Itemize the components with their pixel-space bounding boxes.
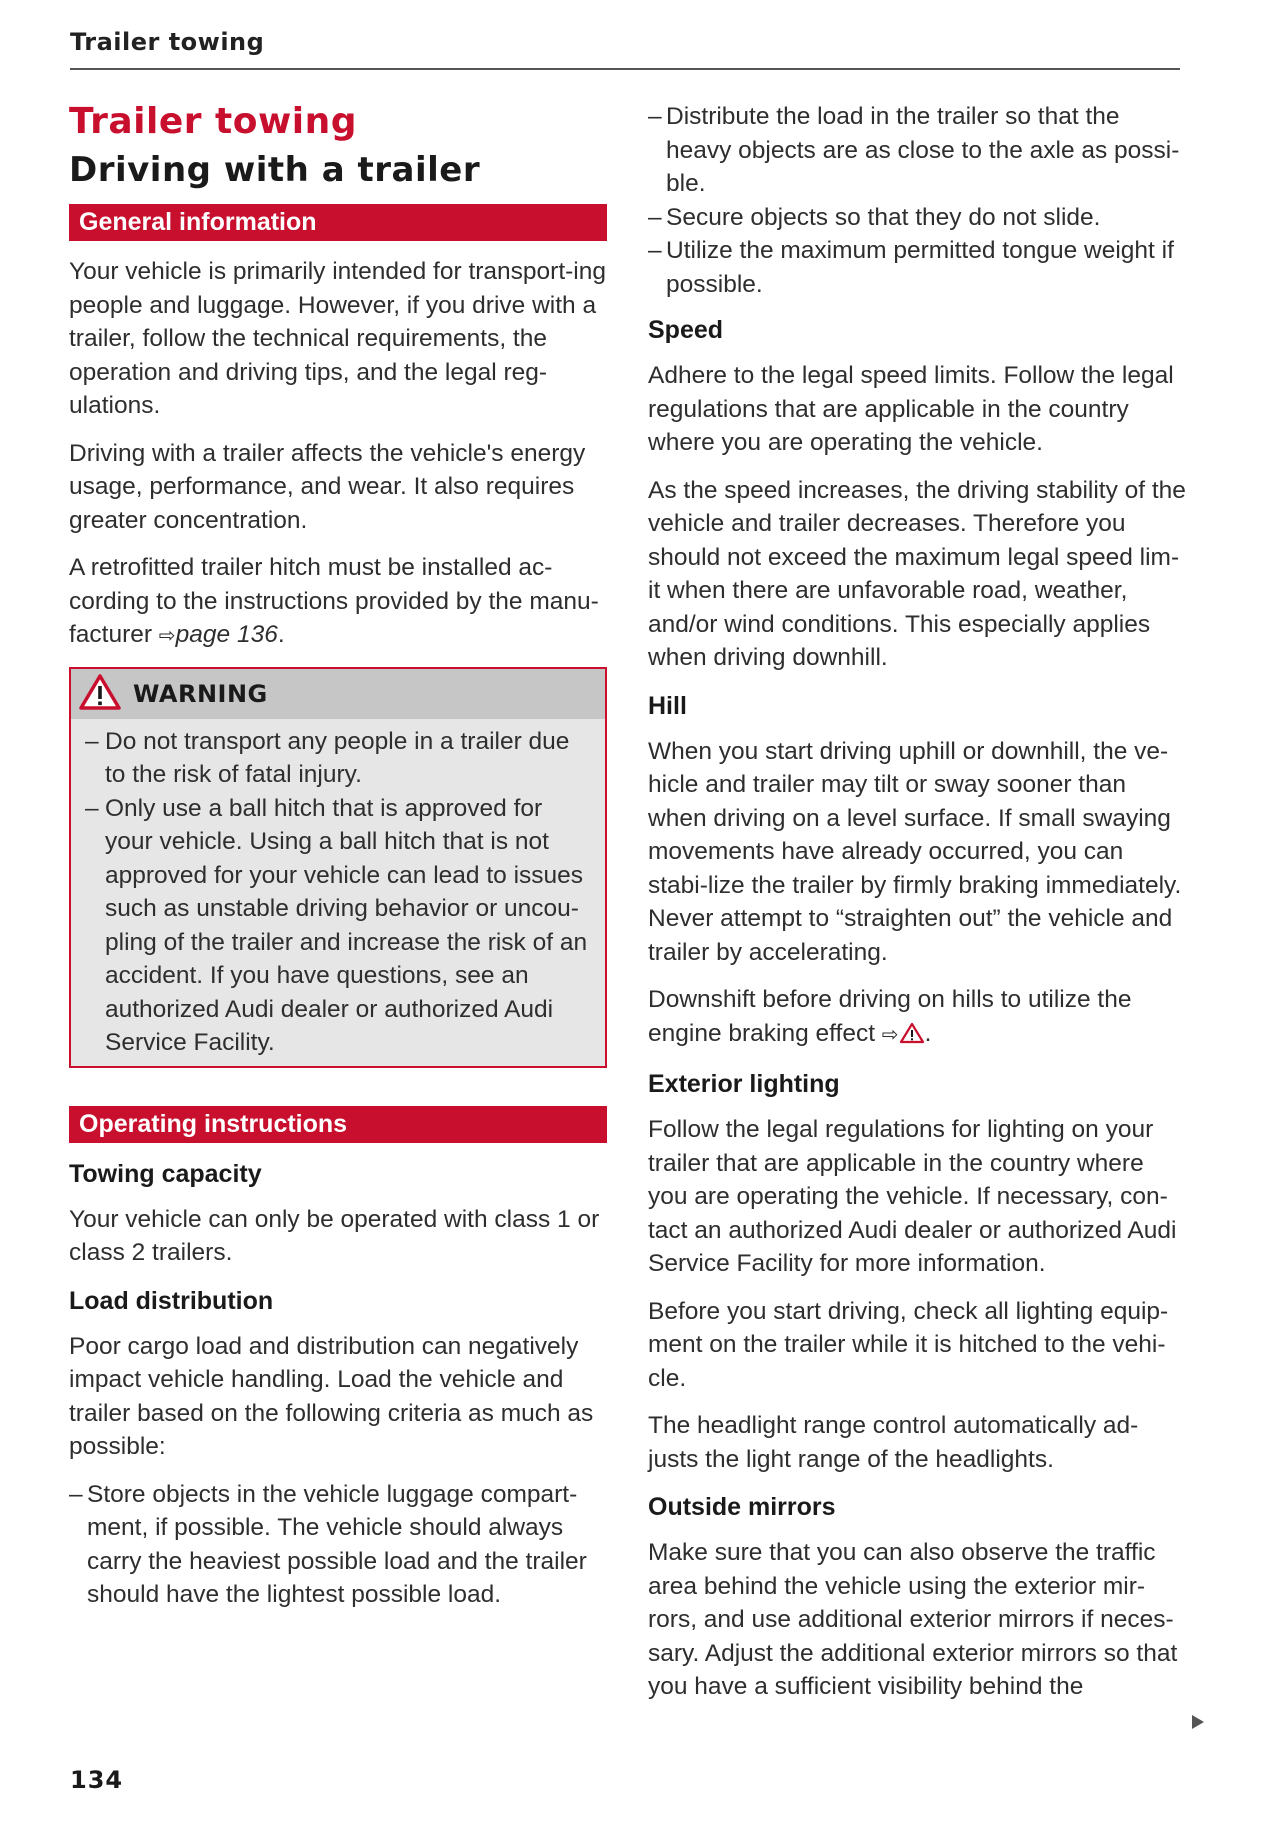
- outside-mirrors-heading: Outside mirrors: [648, 1493, 836, 1521]
- towing-capacity-heading: Towing capacity: [69, 1159, 262, 1188]
- speed-paragraph-2: As the speed increases, the driving stability of the vehicle and trailer decreases. Therefore you should not exceed the maximum legal speed lim-it when there are unfavorable road, weather, and/or wind conditions. This especially applies when driving downhill.: [648, 476, 1186, 671]
- load-list-continued: [648, 100, 1188, 301]
- exterior-lighting-paragraph-1: Follow the legal regulations for lighting on your trailer that are applicable in the country where you are operating the vehicle. If necessary, con-tact an authorized Audi dealer or authorized Audi Service Facility for more information.: [648, 1116, 1177, 1277]
- intro-paragraph: Your vehicle is primarily intended for transport-ing people and luggage. However, if you drive with a trailer, follow the technical requirements, the operation and driving tips, and the legal reg-ulations.: [69, 258, 606, 419]
- exterior-lighting-heading: Exterior lighting: [648, 1070, 840, 1098]
- operating-instructions-bar: Operating instructions: [69, 1106, 607, 1143]
- warning-label: WARNING: [133, 679, 268, 708]
- load-distribution-text: Poor cargo load and distribution can negatively impact vehicle handling. Load the vehicle and trailer based on the following criteria as much as possible:: [69, 1332, 594, 1460]
- warning-box: [69, 667, 607, 1068]
- warning-body: [71, 719, 605, 1066]
- load-distribution-heading: Load distribution: [69, 1286, 274, 1315]
- left-column: [69, 100, 607, 1624]
- list-item: – Secure objects so that they do not slide.: [648, 201, 1188, 235]
- hill-end: .: [924, 1019, 932, 1047]
- warning-triangle-icon: [79, 674, 121, 714]
- header-divider: [70, 68, 1180, 70]
- hitch-text: A retrofitted trailer hitch must be installed ac-cording to the instructions provided by the manu-facturer: [69, 554, 599, 648]
- hill-heading: Hill: [648, 691, 687, 720]
- page-number: 134: [70, 1766, 124, 1794]
- warning-item: – Do not transport any people in a trailer due to the risk of fatal injury.: [85, 725, 595, 792]
- section-title: Driving with a trailer: [69, 150, 481, 190]
- exterior-lighting-paragraph-2: Before you start driving, check all lighting equip-ment on the trailer while it is hitched to the vehi-cle.: [648, 1297, 1169, 1392]
- chapter-title: Trailer towing: [69, 101, 357, 142]
- right-column: [648, 100, 1188, 1718]
- list-item: – Store objects in the vehicle luggage compart-ment, if possible. The vehicle should always carry the heaviest possible load and the trailer should have the lightest possible load.: [69, 1478, 607, 1612]
- outside-mirrors-paragraph: Make sure that you can also observe the traffic area behind the vehicle using the exterior mir-rors, and use additional exterior mirrors if neces-sary. Adjust the additional exterior mirrors so that you have a sufficient visibility behind the: [648, 1539, 1178, 1700]
- hill-paragraph-2: [648, 983, 1188, 1053]
- reference-arrow-icon: ⇨: [881, 1021, 899, 1046]
- reference-arrow-icon: ⇨: [158, 623, 176, 647]
- energy-paragraph: Driving with a trailer affects the vehicle's energy usage, performance, and wear. It also requires greater concentration.: [69, 439, 586, 534]
- general-information-bar: General information: [69, 204, 607, 241]
- list-item: – Utilize the maximum permitted tongue weight if possible.: [648, 234, 1188, 301]
- warning-reference-icon[interactable]: [899, 1020, 925, 1054]
- list-item: – Distribute the load in the trailer so that the heavy objects are as close to the axle as possi-ble.: [648, 100, 1188, 201]
- hill-text: Downshift before driving on hills to utilize the engine braking effect: [648, 986, 1132, 1047]
- towing-capacity-text: Your vehicle can only be operated with class 1 or class 2 trailers.: [69, 1205, 600, 1266]
- hill-paragraph-1: When you start driving uphill or downhill, the ve-hicle and trailer may tilt or sway sooner than when driving on a level surface. If small swaying movements have already occurred, you can stabi-lize the trailer by firmly braking immediately. Never attempt to “straighten out” the vehicle and trailer by accelerating.: [648, 737, 1182, 966]
- speed-paragraph-1: Adhere to the legal speed limits. Follow the legal regulations that are applicable in the country where you are operating the vehicle.: [648, 362, 1174, 456]
- warning-header: [71, 669, 605, 719]
- load-list: [69, 1478, 607, 1612]
- speed-heading: Speed: [648, 316, 724, 344]
- hitch-paragraph: [69, 551, 607, 653]
- page-reference-link[interactable]: page 136: [175, 621, 278, 648]
- running-header: Trailer towing: [70, 28, 265, 56]
- warning-item: – Only use a ball hitch that is approved for your vehicle. Using a ball hitch that is not approved for your vehicle can lead to issues such as unstable driving behavior or uncou-pling of the trailer and increase the risk of an accident. If you have questions, see an authorized Audi dealer or authorized Audi Service Facility.: [85, 792, 595, 1060]
- hitch-end: .: [277, 621, 285, 648]
- continued-arrow-icon: [1190, 1713, 1206, 1735]
- exterior-lighting-paragraph-3: The headlight range control automatically ad-justs the light range of the headlights.: [648, 1412, 1139, 1473]
